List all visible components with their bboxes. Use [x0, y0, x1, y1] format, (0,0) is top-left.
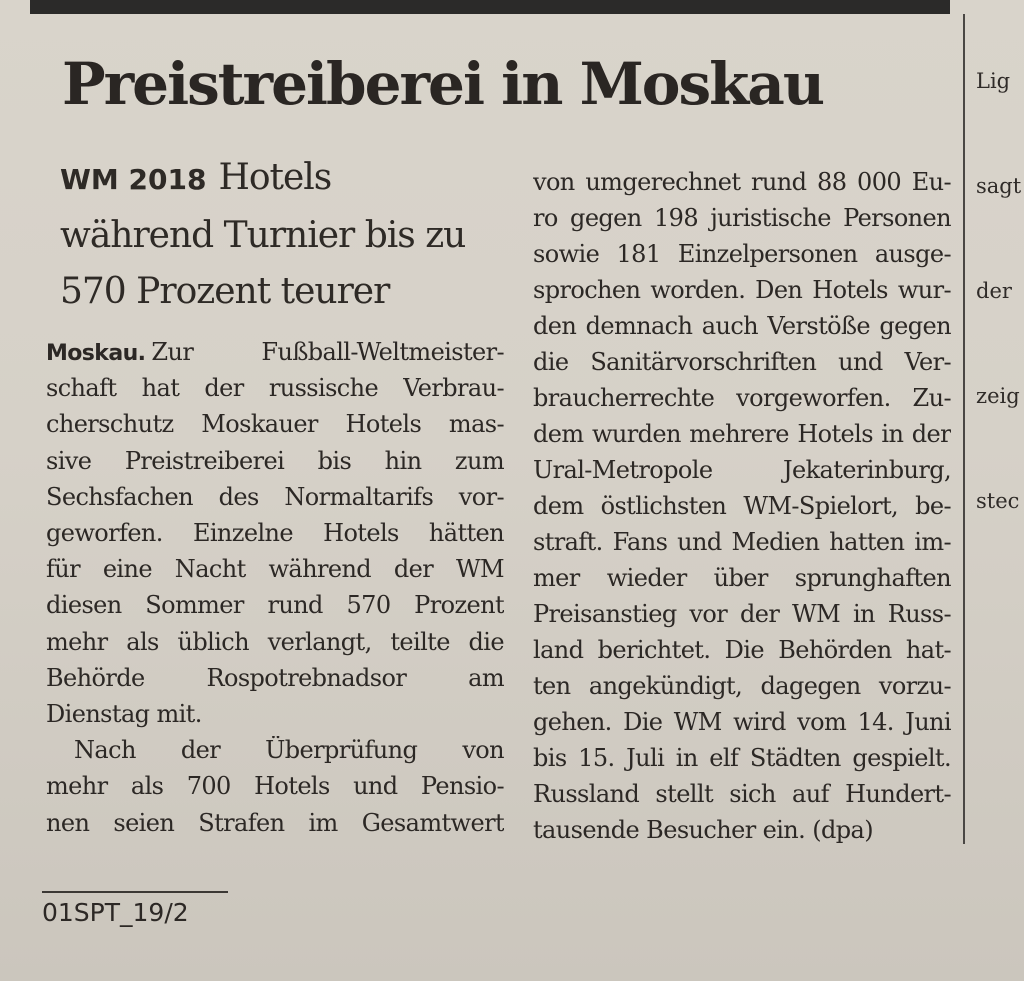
body-text: mehr als 700 Hotels und Pensio-	[46, 772, 504, 801]
body-text: ro gegen 198 juristische Personen	[533, 204, 951, 232]
body-text: dem östlichsten WM-Spielort, be-	[533, 492, 951, 520]
body-text-line	[533, 240, 951, 270]
body-text: bis 15. Juli in elf Städten gespielt.	[533, 744, 951, 772]
body-text: Russland stellt sich auf Hundert-	[533, 780, 951, 808]
body-text-line	[46, 664, 504, 694]
body-text: sowie 181 Einzelpersonen ausge-	[533, 240, 951, 268]
body-text-line	[46, 628, 504, 658]
body-text-line	[533, 384, 951, 414]
body-text-line	[533, 564, 951, 594]
subhead-line: während Turnier bis zu	[60, 215, 466, 256]
body-text-line	[533, 744, 951, 774]
body-text: braucherrechte vorgeworfen. Zu-	[533, 384, 951, 412]
body-text: sive Preistreiberei bis hin zum	[46, 446, 504, 475]
body-text-line	[46, 519, 504, 549]
body-text: mehr als üblich verlangt, teilte die	[46, 627, 504, 656]
page-code: 01SPT_19/2	[42, 898, 189, 927]
body-text: sprochen worden. Den Hotels wur-	[533, 276, 951, 304]
body-text: Dienstag mit.	[46, 700, 202, 728]
body-text: straft. Fans und Medien hatten im-	[533, 528, 951, 556]
fragment-line: sagt	[976, 174, 1022, 198]
body-text-line	[46, 410, 504, 440]
dateline: Moskau.	[46, 341, 146, 366]
fragment-line: stec	[976, 489, 1020, 513]
body-text-line	[533, 636, 951, 666]
body-text: für eine Nacht während der WM	[46, 555, 504, 584]
body-text: gehen. Die WM wird vom 14. Juni	[533, 708, 951, 736]
body-text-line	[46, 555, 504, 585]
fragment-line: der	[976, 279, 1012, 303]
body-text: den demnach auch Verstöße gegen	[533, 312, 951, 340]
body-text-line	[533, 780, 951, 810]
body-text: Ural-Metropole Jekaterinburg,	[533, 456, 951, 484]
body-text: dem wurden mehrere Hotels in der	[533, 420, 951, 448]
body-text-line	[46, 374, 504, 404]
body-text-line	[46, 772, 504, 802]
body-text-line	[46, 483, 504, 513]
body-text: Sechsfachen des Normaltarifs vor-	[46, 482, 504, 511]
body-text: nen seien Strafen im Gesamtwert	[46, 808, 504, 837]
body-text-line	[533, 348, 951, 378]
body-text: Behörde Rospotrebnadsor am	[46, 663, 504, 692]
body-text-line	[533, 456, 951, 486]
body-text: schaft hat der russische Verbrau-	[46, 374, 504, 403]
body-text-line	[533, 492, 951, 522]
adjacent-column-fragments	[976, 0, 1024, 589]
body-text: tausende Besucher ein. (dpa)	[533, 816, 873, 844]
body-text: cherschutz Moskauer Hotels mas-	[46, 410, 504, 439]
body-text: die Sanitärvorschriften und Ver-	[533, 348, 951, 376]
body-text: von umgerechnet rund 88 000 Eu-	[533, 168, 951, 196]
fragment-line: Lig	[976, 69, 1011, 93]
top-black-bar	[30, 0, 950, 14]
body-text-line	[46, 700, 202, 728]
article-headline: Preistreiberei in Moskau	[62, 50, 824, 118]
body-text-line	[74, 736, 504, 766]
body-text: Zur Fußball-Weltmeister-	[151, 338, 504, 366]
body-text: Preisanstieg vor der WM in Russ-	[533, 600, 951, 628]
body-text-line	[46, 809, 504, 839]
body-text-line	[533, 708, 951, 738]
subhead-line: Hotels	[218, 157, 332, 198]
body-text: diesen Sommer rund 570 Prozent	[46, 591, 504, 620]
body-text-line	[533, 312, 951, 342]
body-text-line	[533, 528, 951, 558]
body-text-line	[46, 591, 504, 621]
body-text-line	[46, 447, 504, 477]
article-subhead	[60, 150, 520, 320]
body-text-line	[533, 816, 873, 844]
body-text: ten angekündigt, dagegen vorzu-	[533, 672, 951, 700]
subhead-line: 570 Prozent teurer	[60, 271, 390, 312]
body-text-line	[46, 338, 504, 368]
topic-label: WM 2018	[60, 163, 207, 196]
body-text-line	[533, 276, 951, 306]
body-text-line	[533, 672, 951, 702]
body-text: land berichtet. Die Behörden hat-	[533, 636, 951, 664]
body-text-line	[533, 204, 951, 234]
body-text: mer wieder über sprunghaften	[533, 564, 951, 592]
footer-rule	[42, 891, 228, 893]
body-text-line	[533, 600, 951, 630]
column-rule	[963, 14, 965, 844]
body-text-line	[533, 420, 951, 450]
fragment-line: zeig	[976, 384, 1020, 408]
body-text-line	[533, 168, 951, 198]
body-text: Nach der Überprüfung von	[74, 736, 504, 765]
body-text: geworfen. Einzelne Hotels hätten	[46, 519, 504, 547]
